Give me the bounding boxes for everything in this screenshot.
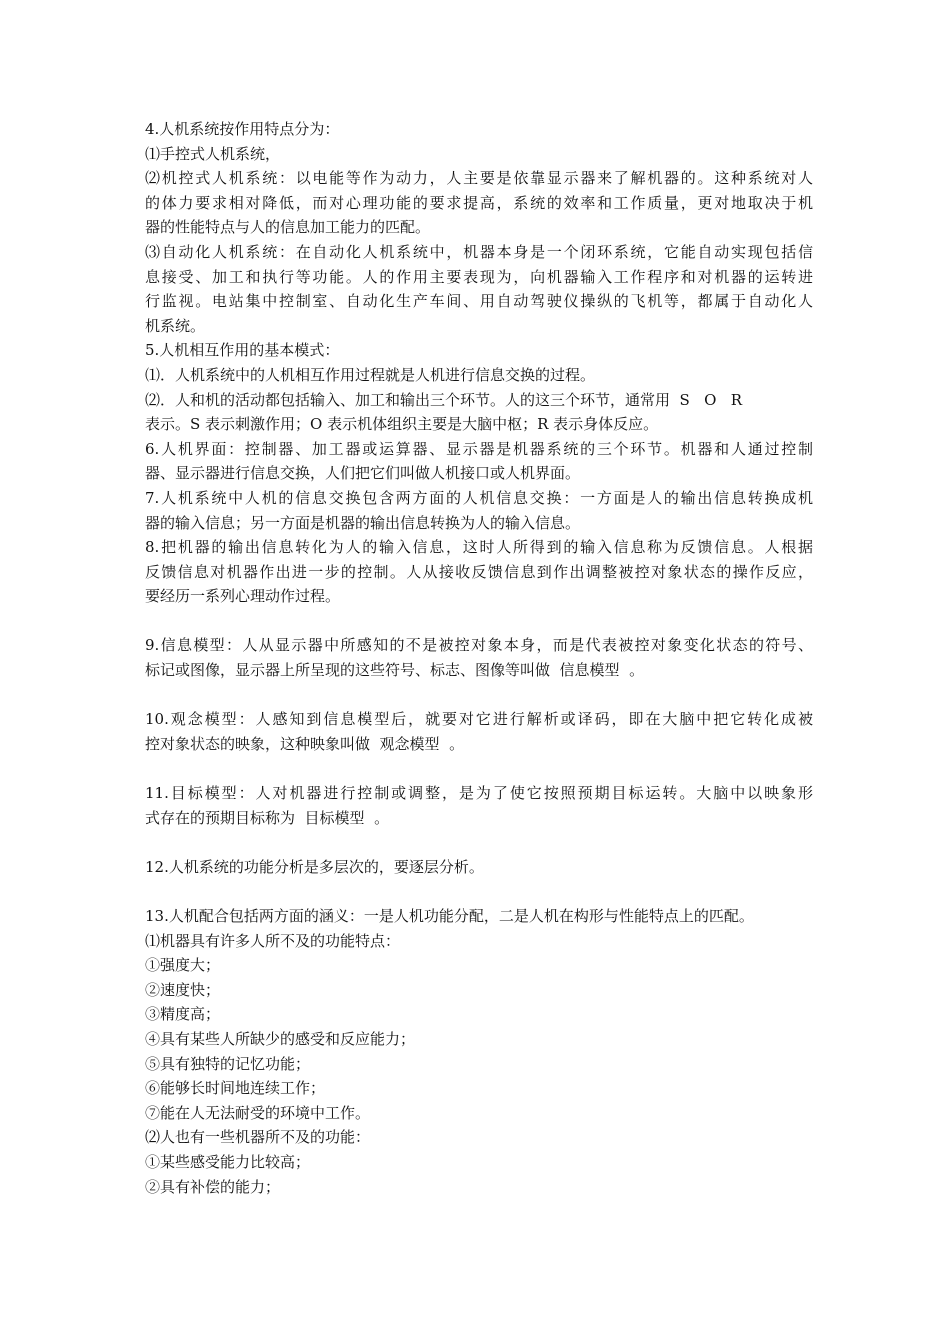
paragraph-line: 要经历一系列心理动作过程。 [145, 587, 341, 606]
section-heading-8: 8.把机器的输出信息转化为人的输入信息，这时人所得到的输入信息称为反馈信息。人根据 [145, 538, 813, 557]
section-heading-6: 6.人机界面：控制器、加工器或运算器、显示器是机器系统的三个环节。机器和人通过控制 [145, 439, 813, 458]
list-item: ②具有补偿的能力； [145, 1177, 281, 1196]
paragraph-line: 反馈信息对机器作出进一步的控制。人从接收反馈信息到作出调整被控对象状态的操作反应， [145, 562, 813, 581]
blank-line [145, 683, 813, 708]
blank-line [145, 879, 813, 904]
list-item: ⑵人也有一些机器所不及的功能： [145, 1128, 371, 1147]
blank-line [145, 830, 813, 855]
paragraph-line: ⑶自动化人机系统：在自动化人机系统中，机器本身是一个闭环系统，它能自动实现包括信 [145, 242, 813, 261]
blank-line [145, 609, 813, 634]
list-item: ③精度高； [145, 1005, 221, 1024]
section-heading-13: 13.人机配合包括两方面的涵义：一是人机功能分配，二是人机在构形与性能特点上的匹配。 [145, 907, 754, 925]
section-heading-11: 11.目标模型：人对机器进行控制或调整，是为了使它按照预期目标运转。大脑中以映象形 [145, 784, 813, 803]
paragraph-line: 的体力要求相对降低，而对心理功能的要求提高，系统的效率和工作质量，更对地取决于机 [145, 193, 813, 212]
section-heading-7: 7.人机系统中人机的信息交换包含两方面的人机信息交换：一方面是人的输出信息转换成机 [145, 488, 813, 507]
section-heading-4: 4.人机系统按作用特点分为： [145, 120, 340, 138]
list-item: ⑥能够长时间地连续工作； [145, 1079, 326, 1098]
list-item: ⑴机器具有许多人所不及的功能特点： [145, 931, 401, 950]
list-item: ①强度大； [145, 956, 221, 975]
list-item: ⑦能在人无法耐受的环境中工作。 [145, 1103, 371, 1122]
paragraph-line: 器、显示器进行信息交换，人们把它们叫做人机接口或人机界面。 [145, 464, 581, 483]
list-item: ⑤具有独特的记忆功能； [145, 1054, 311, 1073]
list-item: ①某些感受能力比较高； [145, 1152, 311, 1171]
paragraph-line: 标记或图像，显示器上所呈现的这些符号、标志、图像等叫做 信息模型 。 [145, 661, 645, 680]
paragraph-line: 器的输入信息；另一方面是机器的输出信息转换为人的输入信息。 [145, 513, 581, 532]
blank-line [145, 756, 813, 781]
paragraph-line: 行监视。电站集中控制室、自动化生产车间、用自动驾驶仪操纵的飞机等，都属于自动化人 [145, 292, 813, 311]
document-body [145, 117, 813, 1199]
section-heading-10: 10.观念模型：人感知到信息模型后，就要对它进行解析或译码，即在大脑中把它转化成被 [145, 710, 813, 729]
paragraph-line: ⑵．人和机的活动都包括输入、加工和输出三个环节。人的这三个环节，通常用 S O R [145, 390, 743, 409]
section-heading-9: 9.信息模型：人从显示器中所感知的不是被控对象本身，而是代表被控对象变化状态的符号、 [145, 636, 813, 655]
list-item: ⑴．人机系统中的人机相互作用过程就是人机进行信息交换的过程。 [145, 365, 596, 384]
paragraph-line: 息接受、加工和执行等功能。人的作用主要表现为，向机器输入工作程序和对机器的运转进 [145, 267, 813, 286]
section-heading-12: 12.人机系统的功能分析是多层次的，要逐层分析。 [145, 857, 484, 876]
section-heading-5: 5.人机相互作用的基本模式： [145, 341, 340, 360]
list-item: ⑴手控式人机系统， [145, 144, 281, 163]
paragraph-line: 机系统。 [145, 316, 206, 335]
list-item: ④具有某些人所缺少的感受和反应能力； [145, 1029, 416, 1048]
paragraph-line: 控对象状态的映象，这种映象叫做 观念模型 。 [145, 734, 465, 753]
list-item: ②速度快； [145, 980, 221, 999]
paragraph-line: 式存在的预期目标称为 目标模型 。 [145, 808, 390, 827]
paragraph-line: 表示。S 表示刺激作用；O 表示机体组织主要是大脑中枢；R 表示身体反应。 [145, 415, 659, 434]
paragraph-line: ⑵机控式人机系统：以电能等作为动力，人主要是依靠显示器来了解机器的。这种系统对人 [145, 169, 813, 188]
paragraph-line: 器的性能特点与人的信息加工能力的匹配。 [145, 218, 431, 237]
